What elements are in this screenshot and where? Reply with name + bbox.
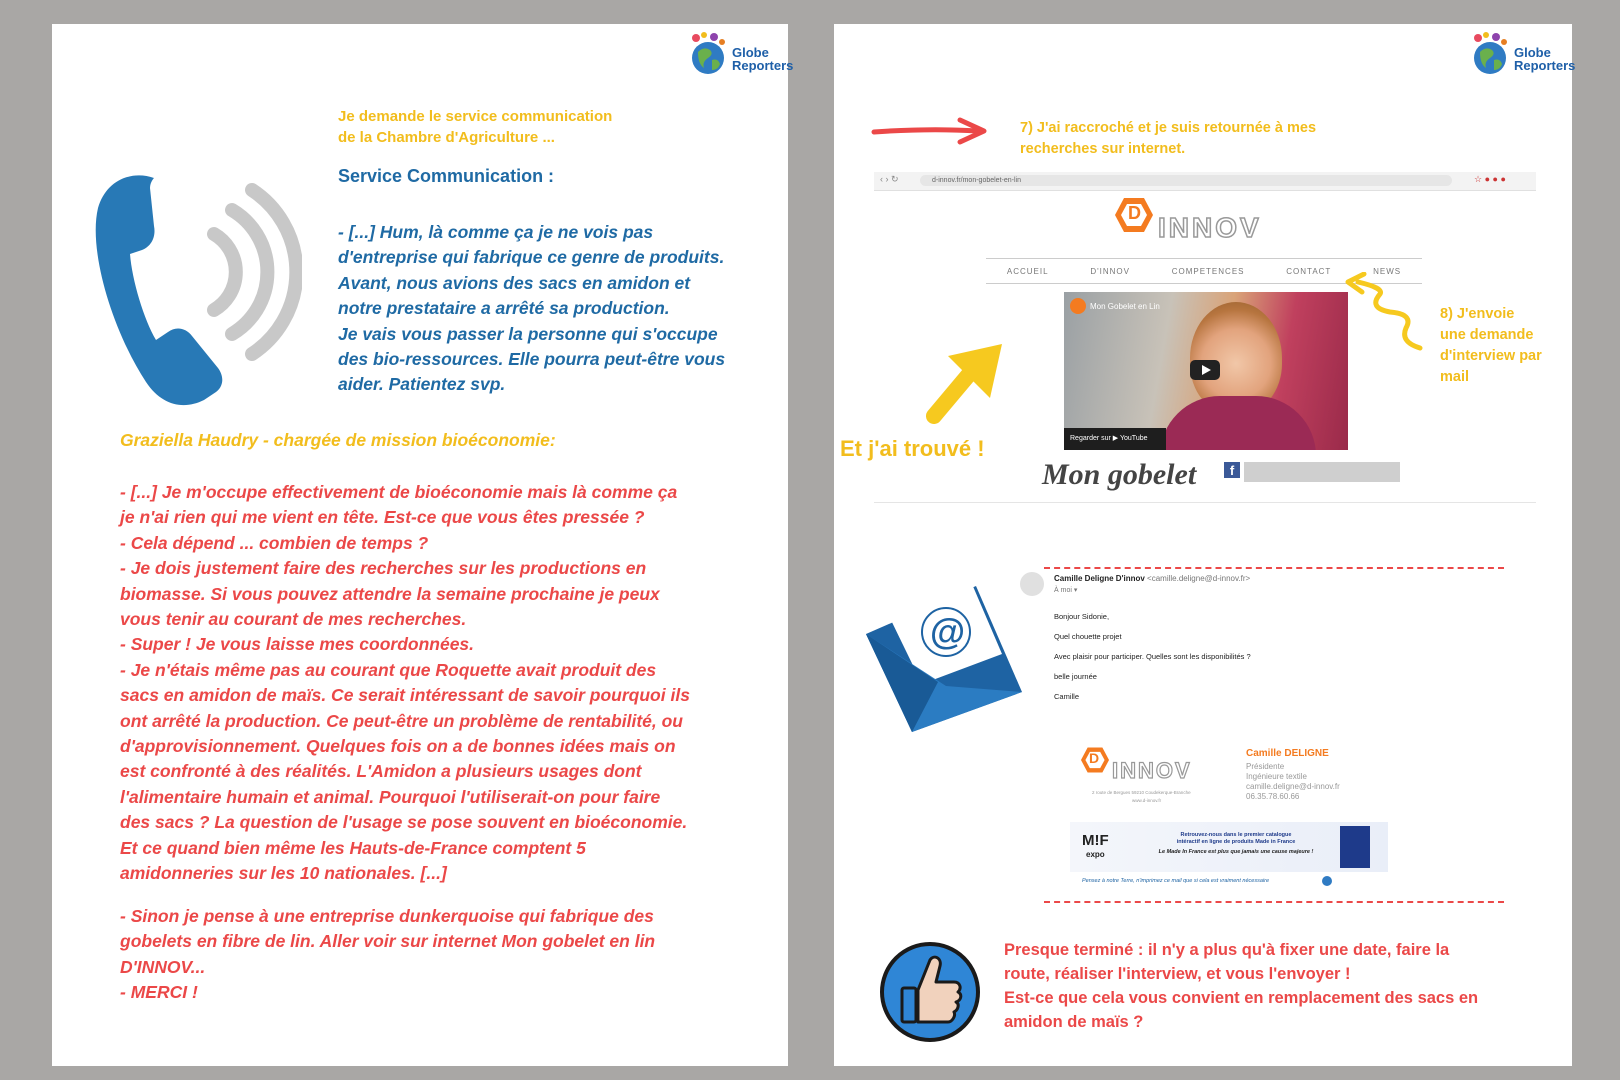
- banner-text1: Retrouvez-nous dans le premier catalogue: [1180, 832, 1292, 838]
- dinnov-letter: D: [1128, 203, 1141, 223]
- email-line-2: Quel chouette projet: [1054, 632, 1122, 641]
- sig-name: Camille DELIGNE: [1246, 748, 1329, 759]
- sig-address: 2 route de Bergues 59210 Coudekerque-Branche: [1092, 790, 1191, 795]
- sender-name: Camille Deligne D'innov: [1054, 574, 1145, 583]
- svg-text:@: @: [930, 611, 966, 652]
- sender-address: <camille.deligne@d-innov.fr>: [1147, 574, 1251, 583]
- step7-line2: recherches sur internet.: [1020, 141, 1186, 157]
- logo-line2: Reporters: [1514, 58, 1576, 73]
- final-line4: amidon de maïs ?: [1004, 1013, 1144, 1031]
- yellow-arrow-icon: [914, 332, 1014, 432]
- video-person-body: [1160, 396, 1316, 450]
- globe-icon: [1470, 30, 1514, 78]
- sig-role1: Présidente: [1246, 762, 1285, 771]
- globe-reporters-logo-2: [1470, 28, 1576, 80]
- nav-accueil: ACCUEIL: [1006, 266, 1049, 276]
- final-line1: Presque terminé : il n'y a plus qu'à fixer une date, faire la: [1004, 941, 1450, 959]
- banner-text2: intéractif en ligne de produits Made in France: [1176, 839, 1296, 845]
- thumbs-up-icon: [878, 940, 982, 1044]
- step7-text: [1020, 118, 1316, 160]
- channel-avatar: [1070, 298, 1086, 314]
- sender-avatar: [1020, 572, 1044, 596]
- email-line-3: Avec plaisir pour participer. Quelles sont les disponibilités ?: [1054, 652, 1251, 661]
- signature-logo: [1080, 746, 1240, 786]
- graziella-text: - [...] Je m'occupe effectivement de bioéconomie mais là comme ça je n'ai rien qui me vient en tête. Est-ce que vous êtes pressée ? - Cela dépend ... combien de temps ? - Je dois justement faire des recherches sur les productions en biomasse. Si vous pouvez attendre la semaine prochaine je peux vous tenir au courant de mes recherches. - Super ! Je vous laisse mes coordonnées. - Je n'étais même pas au courant que Roquette avait produit des sacs en amidon de maïs. Ce serait intéressant de savoir pourquoi ils ont arrêté la production. Ce peut-être un problème de rentabilité, ou d'approvisionnement. Quelques fois on a de bonnes idées mais on est confronté à des réalités. L'Amidon a plusieurs usages dont l'alimentaire humain et animal. Pourquoi l'utiliserait-on pour faire des sacs ? La question de l'usage se pose souvent en bioéconomie. Et ce quand bien même les Hauts-de-France comptent 5 amidonneries sur les 10 nationales. [...]: [120, 482, 690, 884]
- mif-banner: [1070, 822, 1388, 872]
- mon-gobelet-title: Mon gobelet: [1042, 458, 1197, 491]
- facebook-icon: f: [1224, 462, 1240, 478]
- earth-icon: [1322, 876, 1332, 886]
- step8-line1: 8) J'envoie: [1440, 306, 1515, 322]
- email-line-1: Bonjour Sidonie,: [1054, 612, 1110, 621]
- email-icon: [852, 582, 1024, 736]
- sig-details: [1246, 762, 1340, 802]
- email-line-4: belle journée: [1054, 672, 1097, 681]
- nav-dinnov: D'INNOV: [1090, 266, 1130, 276]
- sig-phone: 06.35.78.60.66: [1246, 792, 1300, 801]
- sig-brand-letter: D: [1089, 750, 1100, 766]
- phone-icon: [92, 170, 302, 410]
- page-right: [834, 24, 1576, 1066]
- final-text: - Sinon je pense à une entreprise dunkerquoise qui fabrique des gobelets en fibre de lin. Aller voir sur internet Mon gobelet en lin D'INNOV... - MERCI !: [120, 906, 656, 1003]
- mif-logo: M!F: [1082, 832, 1109, 849]
- nav-competences: COMPETENCES: [1171, 266, 1245, 276]
- recipient: À moi ▾: [1054, 587, 1078, 594]
- intro-text: [338, 106, 612, 148]
- catalogue-cover: [1340, 826, 1370, 868]
- browser-urlbar: [874, 172, 1536, 191]
- sig-web: www.d-innov.fr: [1132, 798, 1162, 803]
- nav-contact: CONTACT: [1286, 266, 1332, 276]
- dashed-line-bottom: [1044, 901, 1504, 903]
- globe-reporters-logo: [688, 28, 794, 80]
- email-line-5: Camille: [1054, 692, 1080, 701]
- email-message: [1020, 572, 1510, 892]
- banner-text3: Le Made In France est plus que jamais une cause majeure !: [1158, 849, 1314, 855]
- video-title: Mon Gobelet en Lin: [1090, 302, 1160, 311]
- watch-on-youtube: Regarder sur ▶ YouTube: [1064, 428, 1166, 450]
- service-heading: Service Communication :: [338, 166, 555, 186]
- dinnov-logo: [1114, 196, 1314, 248]
- sender-block: [1054, 574, 1250, 583]
- play-icon: [1190, 360, 1220, 380]
- step8-text: [1440, 304, 1542, 388]
- step8-line4: mail: [1440, 369, 1470, 385]
- logo-line1: Globe: [732, 45, 769, 60]
- logo-line2: Reporters: [732, 58, 794, 73]
- step7-line1: 7) J'ai raccroché et je suis retournée à mes: [1020, 120, 1317, 136]
- sig-brand: INNOV: [1112, 758, 1192, 783]
- service-text: - [...] Hum, là comme ça je ne vois pas d'entreprise qui fabrique ce genre de produits. Avant, nous avions des sacs en amidon et notre prestataire a arrêté sa production. Je vais vous passer la personne qui s'occupe des bio-ressources. Elle pourra peut-être vous aider. Patientez svp.: [338, 222, 726, 395]
- dashed-line-top: [1044, 567, 1504, 569]
- url-field: d-innov.fr/mon-gobelet-en-lin: [920, 175, 1452, 186]
- final-message: [1004, 938, 1478, 1034]
- blurred-bar: [1244, 462, 1400, 482]
- logo-line1: Globe: [1514, 45, 1551, 60]
- graziella-heading: Graziella Haudry - chargée de mission bioéconomie:: [120, 430, 556, 450]
- mif-logo-expo: expo: [1086, 850, 1105, 859]
- squiggle-arrow-icon: [1340, 272, 1426, 352]
- nav-arrows-icon: ‹ › ↻: [880, 174, 899, 184]
- eco-note: Pensez à notre Terre, n'imprimez ce mail que si cela est vraiment nécessaire: [1082, 878, 1270, 884]
- nav-news: NEWS: [1373, 266, 1402, 276]
- red-arrow-icon: [870, 116, 990, 146]
- step8-line2: une demande: [1440, 327, 1534, 343]
- dinnov-brand: INNOV: [1158, 212, 1262, 243]
- banner-text: [1136, 832, 1336, 856]
- intro-line1: Je demande le service communication: [338, 108, 613, 125]
- globe-icon: [688, 30, 732, 78]
- final-line3: Est-ce que cela vous convient en remplacement des sacs en: [1004, 989, 1479, 1007]
- sig-role2: Ingénieure textile: [1246, 772, 1307, 781]
- divider: [874, 502, 1536, 503]
- sig-mail: camille.deligne@d-innov.fr: [1246, 782, 1340, 791]
- final-line2: route, réaliser l'interview, et vous l'envoyer !: [1004, 965, 1351, 983]
- found-text: Et j'ai trouvé !: [840, 436, 985, 461]
- intro-line2: de la Chambre d'Agriculture ...: [338, 129, 555, 146]
- video-player: [1064, 292, 1348, 450]
- page-left: [52, 24, 794, 1066]
- step8-line3: d'interview par: [1440, 348, 1542, 364]
- extension-icons: ☆ ● ● ●: [1474, 174, 1506, 184]
